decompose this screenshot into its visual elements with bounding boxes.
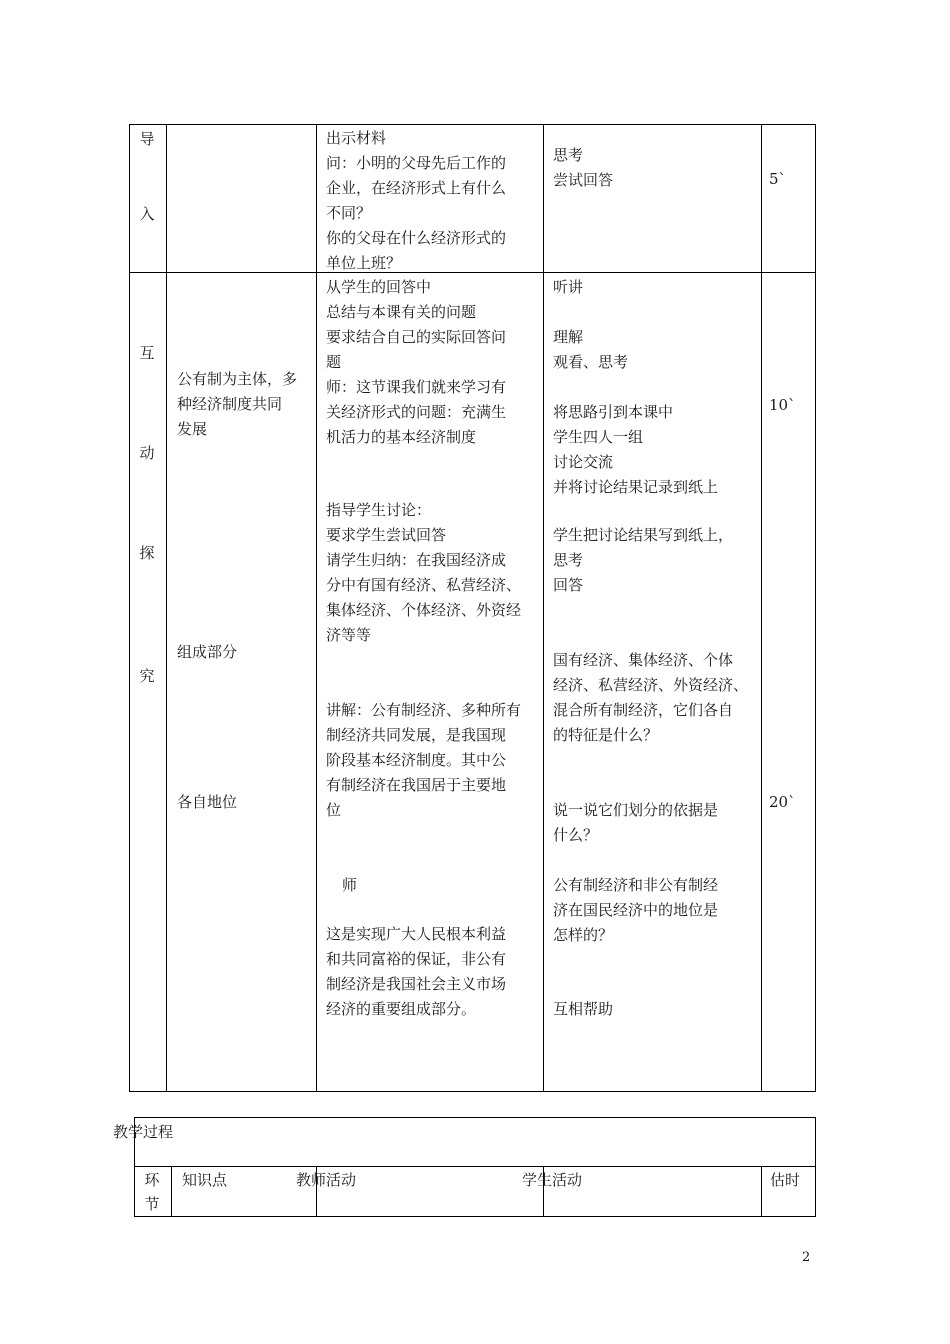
table1-border-top: [129, 124, 816, 125]
intro-student-activity: 思考 尝试回答: [553, 146, 614, 189]
stage-intro-char-2: 入: [139, 205, 155, 223]
explore-student-block-4: 说一说它们划分的依据是 什么？: [553, 801, 719, 844]
header-stage-char-2: 节: [144, 1195, 160, 1213]
explore-teacher-block-3: 讲解：公有制经济、多种所有 制经济共同发展，是我国现 阶段基本经济制度。其中公 有制经济在我国居于主要地 位: [326, 701, 522, 819]
intro-teacher-activity: 出示材料 问：小明的父母先后工作的 企业，在经济形式上有什么 不同？ 你的父母在什么经济形式的 单位上班？: [326, 129, 507, 272]
header-knowledge: 知识点: [182, 1171, 228, 1189]
stage-intro-char-1: 导: [139, 130, 155, 148]
stage-explore-char-1: 互: [139, 344, 155, 362]
table2-border-mid: [134, 1166, 816, 1167]
explore-time-1: 10`: [769, 396, 796, 414]
explore-teacher-block-4: 师: [342, 876, 358, 894]
knowledge-composition: 组成部分: [177, 643, 238, 661]
table1-col-line-0: [129, 124, 130, 1092]
explore-student-block-1: 听讲 理解 观看、思考 将思路引到本课中 学生四人一组 讨论交流 并将讨论结果记录到纸上: [553, 278, 719, 496]
explore-teacher-block-5: 这是实现广大人民根本利益 和共同富裕的保证，非公有 制经济是我国社会主义市场 经济的重要组成部分。: [326, 925, 507, 1018]
stage-explore-char-3: 探: [139, 544, 155, 562]
explore-teacher-block-1: 从学生的回答中 总结与本课有关的问题 要求结合自己的实际回答问 题 师：这节课我们就来学习有 关经济形式的问题：充满生 机活力的基本经济制度: [326, 278, 507, 446]
page-number: 2: [802, 1250, 811, 1265]
table2-col-line-1: [171, 1166, 172, 1217]
table1-col-line-1: [166, 124, 167, 1092]
table2-border-bottom: [134, 1216, 816, 1217]
explore-time-2: 20`: [769, 793, 796, 811]
stage-explore-char-2: 动: [139, 444, 155, 462]
explore-student-block-5: 公有制经济和非公有制经 济在国民经济中的地位是 怎样的？: [553, 876, 719, 944]
intro-time: 5`: [769, 170, 787, 188]
header-stage-char-1: 环: [144, 1171, 160, 1189]
table2-border-top: [134, 1117, 816, 1118]
table2-col-line-4: [761, 1166, 762, 1217]
table1-col-line-5: [815, 124, 816, 1092]
header-teacher-activity: 教师活动: [296, 1171, 357, 1189]
stage-explore-char-4: 究: [139, 667, 155, 685]
table1-col-line-2: [316, 124, 317, 1092]
explore-student-block-2: 学生把讨论结果写到纸上， 思考 回答: [553, 526, 734, 594]
explore-student-block-6: 互相帮助: [553, 1000, 614, 1018]
knowledge-status: 各自地位: [177, 793, 238, 811]
explore-teacher-block-2: 指导学生讨论： 要求学生尝试回答 请学生归纳：在我国经济成 分中有国有经济、私营经济、 集体经济、个体经济、外资经 济等等: [326, 501, 522, 644]
table2-col-line-5: [815, 1117, 816, 1217]
table1-col-line-3: [543, 124, 544, 1092]
header-student-activity: 学生活动: [522, 1171, 583, 1189]
table1-col-line-4: [761, 124, 762, 1092]
header-time: 估时: [770, 1171, 801, 1189]
explore-student-block-3: 国有经济、集体经济、个体 经济、私营经济、外资经济、 混合所有制经济，它们各自 的特征是什么？: [553, 651, 749, 744]
knowledge-main-point: 公有制为主体，多 种经济制度共同 发展: [177, 370, 298, 438]
table1-border-bottom: [129, 1091, 816, 1092]
teaching-process-title: 教学过程: [113, 1123, 174, 1141]
